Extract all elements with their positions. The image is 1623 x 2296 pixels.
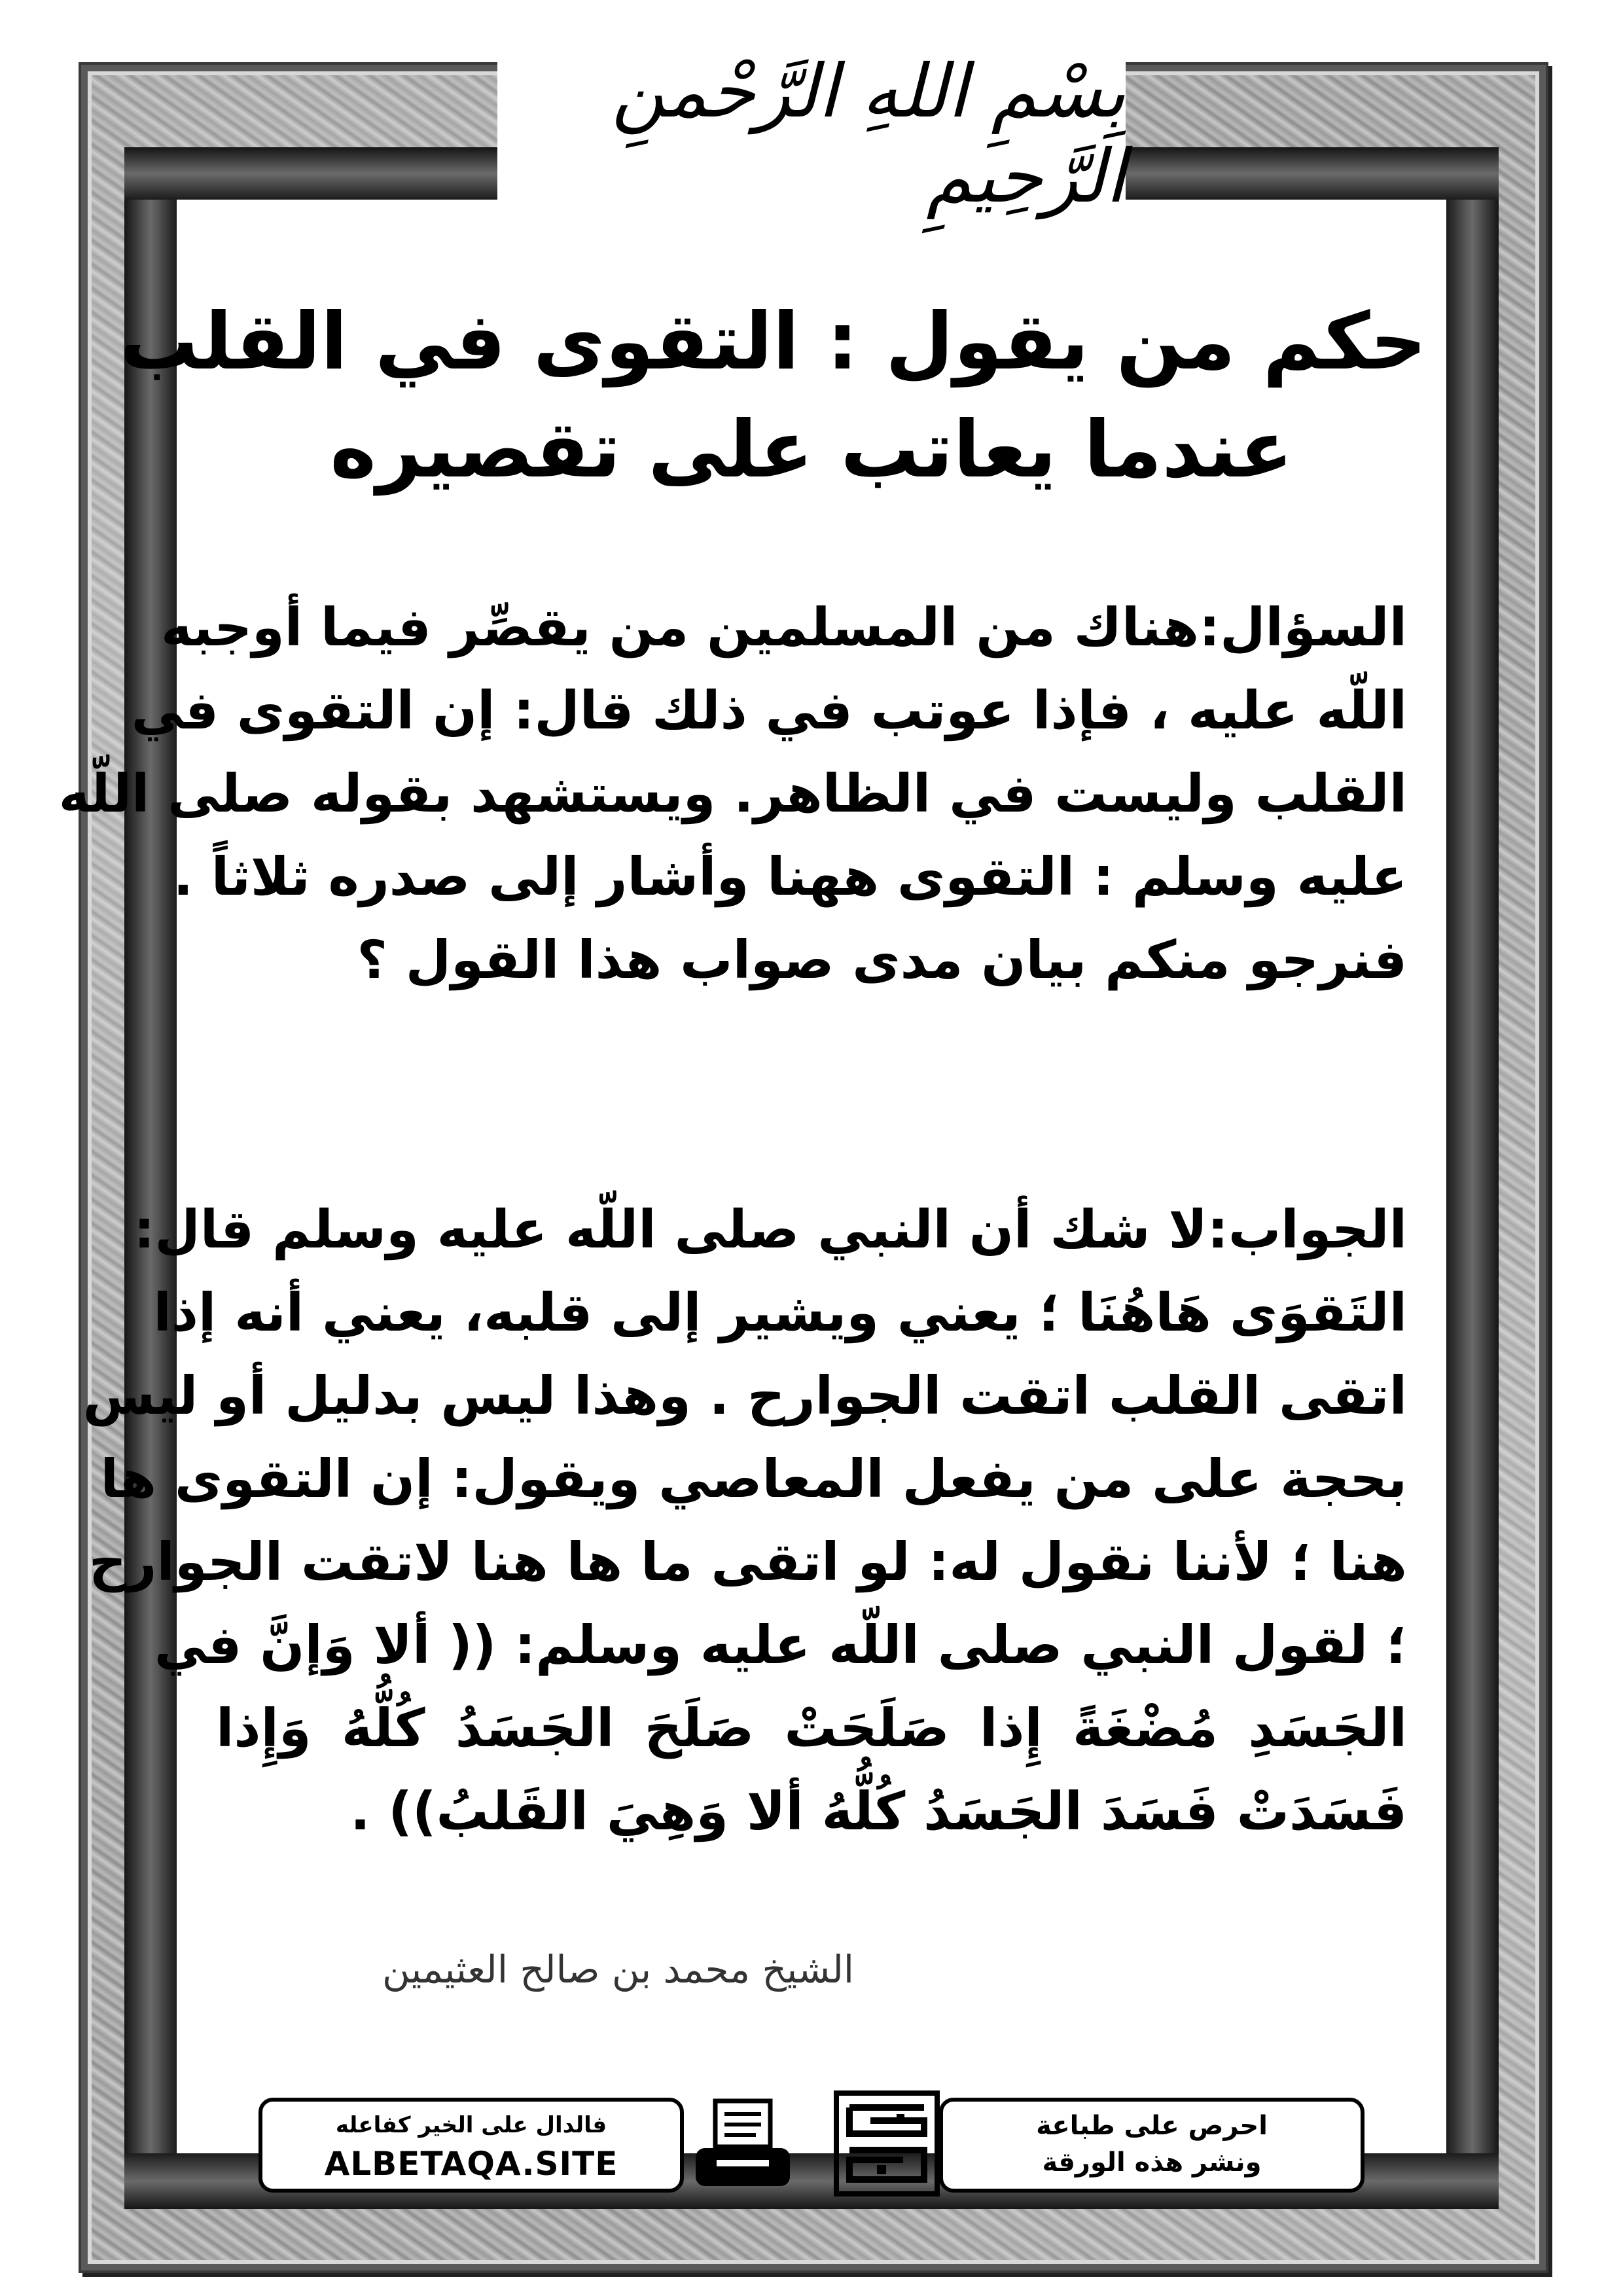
title-line-2: عندما يعاتب على تقصيره xyxy=(330,404,1293,495)
basmala-calligraphy: بِسْمِ اللهِ الرَّحْمنِ الرَّحِيمِ xyxy=(611,49,1126,219)
dawa-logo-icon xyxy=(831,2088,942,2199)
question-line: فنرجو منكم بيان مدى صواب هذا القول ؟ xyxy=(357,929,1407,990)
footer-site-link[interactable]: ALBETAQA.SITE xyxy=(324,2145,618,2183)
answer-line: هنا ؛ لأننا نقول له: لو اتقى ما ها هنا لاتقت الجوارح xyxy=(88,1532,1407,1592)
frame-bevel-left xyxy=(124,147,177,2209)
footer-call-box xyxy=(939,2098,1364,2193)
frame-bevel-top-left xyxy=(124,147,543,200)
frame-bevel-right xyxy=(1446,147,1499,2209)
answer-line: بحجة على من يفعل المعاصي ويقول: إن التقوى ها xyxy=(100,1448,1407,1509)
answer-paragraph xyxy=(82,1188,1407,1853)
footer-bar xyxy=(259,2098,1364,2193)
question-line: اللّه عليه ، فإذا عوتب في ذلك قال: إن التقوى في xyxy=(131,680,1407,741)
footer-proverb: فالدال على الخير كفاعله xyxy=(335,2112,607,2138)
basmala-cartouche xyxy=(497,39,1126,229)
question-line: القلب وليست في الظاهر. ويستشهد بقوله صلى اللّه xyxy=(58,763,1407,824)
printer-icon xyxy=(690,2094,795,2193)
answer-line: التَقوَى هَاهُنَا ؛ يعني ويشير إلى قلبه، يعني أنه إذا xyxy=(153,1282,1407,1343)
answer-line: اتقى القلب اتقت الجوارح . وهذا ليس بدليل أو ليس xyxy=(82,1365,1407,1426)
frame-bevel-top-right xyxy=(1080,147,1499,200)
question-paragraph xyxy=(58,586,1407,1001)
answer-line: ؛ لقول النبي صلى اللّه عليه وسلم: (( ألا وَإنَّ في xyxy=(154,1615,1407,1676)
question-line: عليه وسلم : التقوى ههنا وأشار إلى صدره ثلاثاً . xyxy=(173,846,1407,907)
answer-line: الجواب:لا شك أن النبي صلى اللّه عليه وسلم قال: xyxy=(134,1199,1407,1260)
footer-site-box xyxy=(259,2098,684,2193)
author-attribution: الشيخ محمد بن صالح العثيمين xyxy=(382,1947,854,1992)
footer-call-line-1: احرص على طباعة xyxy=(1036,2111,1268,2141)
page-title xyxy=(119,288,1427,504)
answer-line: فَسَدَتْ فَسَدَ الجَسَدُ كُلُّهُ ألا وَهِيَ القَلبُ)) . xyxy=(350,1781,1407,1842)
footer-call-line-2: ونشر هذه الورقة xyxy=(1042,2147,1262,2178)
question-line: السؤال:هناك من المسلمين من يقصِّر فيما أوجبه xyxy=(161,597,1407,658)
answer-line: الجَسَدِ مُضْغَةً إِذا صَلَحَتْ صَلَحَ الجَسَدُ كُلُّهُ وَإِذا xyxy=(216,1698,1407,1759)
title-line-1: حكم من يقول : التقوى في القلب xyxy=(119,296,1427,387)
